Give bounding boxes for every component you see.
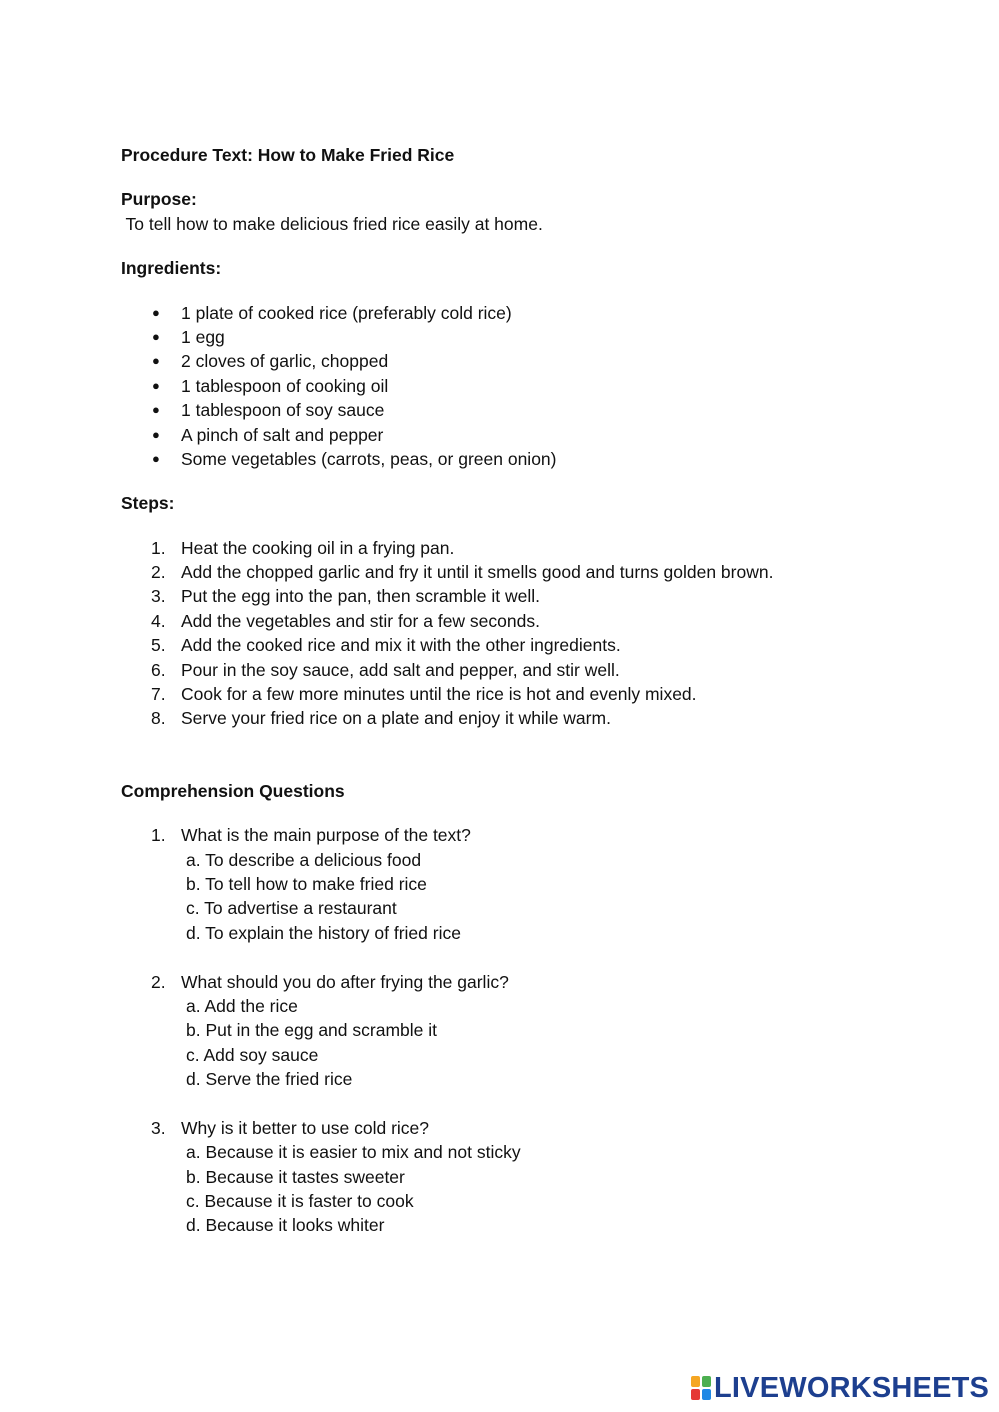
answer-option: d. Serve the fried rice bbox=[186, 1069, 353, 1090]
answer-option: b. Put in the egg and scramble it bbox=[186, 1020, 437, 1041]
bullet-icon: ● bbox=[152, 353, 160, 369]
purpose-heading: Purpose: bbox=[121, 189, 197, 210]
answer-option: b. To tell how to make fried rice bbox=[186, 873, 427, 894]
logo-mark-cell bbox=[691, 1389, 700, 1400]
question-text: What should you do after frying the garlic? bbox=[181, 971, 509, 992]
step-number: 8. bbox=[151, 708, 166, 729]
step-number: 5. bbox=[151, 635, 166, 656]
step-item bbox=[121, 560, 981, 584]
question-item bbox=[121, 970, 981, 994]
ingredient-text: A pinch of salt and pepper bbox=[181, 424, 384, 445]
questions-heading: Comprehension Questions bbox=[121, 780, 345, 801]
step-item bbox=[121, 658, 981, 682]
step-number: 2. bbox=[151, 562, 166, 583]
step-number: 3. bbox=[151, 586, 166, 607]
bullet-icon: ● bbox=[152, 377, 160, 393]
question-text: What is the main purpose of the text? bbox=[181, 825, 471, 846]
step-text: Serve your fried rice on a plate and enjoy it while warm. bbox=[181, 708, 611, 729]
ingredient-text: 2 cloves of garlic, chopped bbox=[181, 351, 389, 372]
question-item bbox=[121, 823, 981, 847]
bullet-icon: ● bbox=[152, 426, 160, 442]
ingredient-text: 1 plate of cooked rice (preferably cold rice) bbox=[181, 302, 512, 323]
list-item bbox=[121, 398, 981, 422]
answer-option: b. Because it tastes sweeter bbox=[186, 1166, 405, 1187]
step-number: 7. bbox=[151, 684, 166, 705]
ingredient-text: 1 tablespoon of cooking oil bbox=[181, 375, 389, 396]
step-item bbox=[121, 609, 981, 633]
list-item bbox=[121, 301, 981, 325]
step-text: Cook for a few more minutes until the rice is hot and evenly mixed. bbox=[181, 684, 697, 705]
ingredients-heading: Ingredients: bbox=[121, 258, 222, 279]
answer-option: d. To explain the history of fried rice bbox=[186, 922, 461, 943]
purpose-text: To tell how to make delicious fried rice easily at home. bbox=[121, 213, 543, 234]
liveworksheets-logo-icon bbox=[691, 1376, 711, 1400]
list-item bbox=[121, 423, 981, 447]
step-text: Pour in the soy sauce, add salt and pepper, and stir well. bbox=[181, 659, 620, 680]
ingredients-list bbox=[121, 301, 981, 472]
logo-mark-cell bbox=[702, 1389, 711, 1400]
question-text: Why is it better to use cold rice? bbox=[181, 1117, 430, 1138]
step-item bbox=[121, 682, 981, 706]
question-item bbox=[121, 1116, 981, 1140]
question-number: 3. bbox=[151, 1117, 166, 1138]
ingredient-text: Some vegetables (carrots, peas, or green onion) bbox=[181, 448, 557, 469]
answer-option: c. Add soy sauce bbox=[186, 1044, 319, 1065]
question-number: 2. bbox=[151, 971, 166, 992]
step-text: Add the cooked rice and mix it with the other ingredients. bbox=[181, 635, 621, 656]
answer-option: c. To advertise a restaurant bbox=[186, 898, 397, 919]
logo-mark-cell bbox=[691, 1376, 700, 1387]
question-1 bbox=[121, 823, 981, 945]
step-item bbox=[121, 706, 981, 730]
worksheet-page bbox=[121, 143, 981, 1238]
answer-option: a. Because it is easier to mix and not sticky bbox=[186, 1142, 521, 1163]
ingredient-text: 1 tablespoon of soy sauce bbox=[181, 400, 385, 421]
step-item bbox=[121, 536, 981, 560]
answer-option: a. Add the rice bbox=[186, 995, 298, 1016]
liveworksheets-logo bbox=[691, 1372, 989, 1404]
logo-text: LIVEWORKSHEETS bbox=[714, 1372, 990, 1404]
steps-list bbox=[121, 536, 981, 731]
ingredient-text: 1 egg bbox=[181, 326, 225, 347]
document-title: Procedure Text: How to Make Fried Rice bbox=[121, 145, 455, 165]
step-item bbox=[121, 633, 981, 657]
bullet-icon: ● bbox=[152, 304, 160, 320]
list-item bbox=[121, 325, 981, 349]
list-item bbox=[121, 447, 981, 471]
step-item bbox=[121, 584, 981, 608]
steps-heading: Steps: bbox=[121, 493, 175, 514]
answer-option: c. Because it is faster to cook bbox=[186, 1191, 414, 1212]
step-number: 6. bbox=[151, 659, 166, 680]
step-text: Heat the cooking oil in a frying pan. bbox=[181, 537, 455, 558]
bullet-icon: ● bbox=[152, 450, 160, 466]
step-number: 1. bbox=[151, 537, 166, 558]
answer-option: d. Because it looks whiter bbox=[186, 1215, 385, 1236]
question-number: 1. bbox=[151, 825, 166, 846]
step-text: Add the chopped garlic and fry it until it smells good and turns golden brown. bbox=[181, 562, 774, 583]
list-item bbox=[121, 349, 981, 373]
list-item bbox=[121, 374, 981, 398]
logo-mark-cell bbox=[702, 1376, 711, 1387]
step-text: Add the vegetables and stir for a few seconds. bbox=[181, 610, 540, 631]
bullet-icon: ● bbox=[152, 328, 160, 344]
answer-option: a. To describe a delicious food bbox=[186, 849, 422, 870]
step-number: 4. bbox=[151, 610, 166, 631]
question-2 bbox=[121, 970, 981, 1092]
bullet-icon: ● bbox=[152, 402, 160, 418]
question-3 bbox=[121, 1116, 981, 1238]
step-text: Put the egg into the pan, then scramble it well. bbox=[181, 586, 540, 607]
